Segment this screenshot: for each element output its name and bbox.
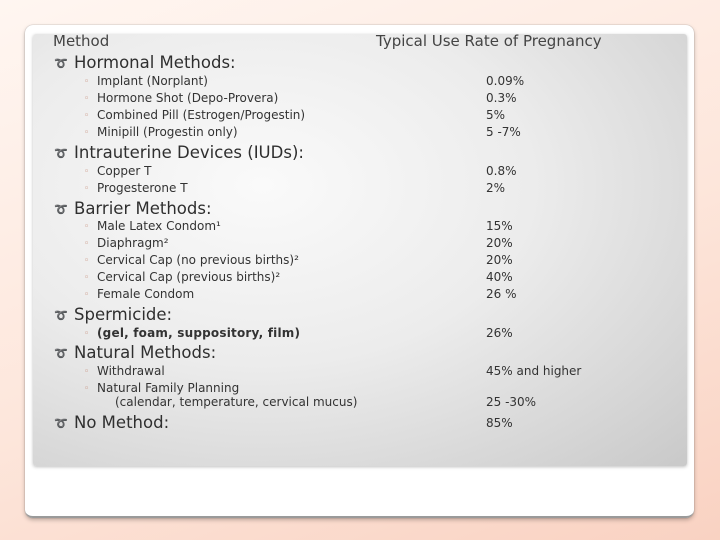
bullet-icon: ◦	[84, 167, 90, 177]
method-name: Copper T	[97, 164, 152, 178]
method-rate: 0.8%	[486, 164, 517, 178]
section-title-barrier: Barrier Methods:	[74, 199, 212, 218]
bullet-icon: ◦	[84, 111, 90, 121]
bullet-icon: ◦	[84, 329, 90, 339]
bullet-icon: ◦	[84, 77, 90, 87]
method-name: Female Condom	[97, 287, 195, 301]
rate-column-header: Typical Use Rate of Pregnancy	[376, 32, 602, 50]
method-rate: 2%	[486, 181, 506, 195]
method-rate: 20%	[486, 236, 513, 250]
method-rate: 5 -7%	[486, 125, 521, 139]
bullet-icon: ◦	[84, 222, 90, 232]
method-rate: 45% and higher	[486, 364, 582, 378]
method-rate: 85%	[486, 416, 513, 430]
method-rate: 5%	[486, 108, 506, 122]
method-name: Natural Family Planning	[97, 381, 240, 395]
method-name: Implant (Norplant)	[97, 74, 208, 88]
bullet-icon: ◦	[84, 290, 90, 300]
method-rate: 0.3%	[486, 91, 517, 105]
method-rate: 40%	[486, 270, 513, 284]
method-rate: 20%	[486, 253, 513, 267]
method-name: Hormone Shot (Depo-Provera)	[97, 91, 279, 105]
bullet-icon: ◦	[84, 256, 90, 266]
slide-footer-line	[25, 508, 694, 518]
method-rate: 15%	[486, 219, 513, 233]
section-arrow-icon: ➰	[54, 417, 68, 430]
bullet-icon: ◦	[84, 239, 90, 249]
method-name: Progesterone T	[97, 181, 188, 195]
method-name: Cervical Cap (previous births)²	[97, 270, 281, 284]
bullet-icon: ◦	[84, 184, 90, 194]
method-name: Withdrawal	[97, 364, 165, 378]
method-rate: 0.09%	[486, 74, 525, 88]
section-title-iuds: Intrauterine Devices (IUDs):	[74, 143, 304, 162]
method-rate: 26 %	[486, 287, 517, 301]
section-title-spermicide: Spermicide:	[74, 305, 173, 324]
section-arrow-icon: ➰	[54, 309, 68, 322]
bullet-icon: ◦	[84, 273, 90, 283]
section-arrow-icon: ➰	[54, 347, 68, 360]
bullet-icon: ◦	[84, 384, 90, 394]
section-title-hormonal: Hormonal Methods:	[74, 53, 236, 72]
section-arrow-icon: ➰	[54, 203, 68, 216]
method-name: Diaphragm²	[97, 236, 169, 250]
method-name: (gel, foam, suppository, film)	[97, 326, 301, 340]
section-title-no-method: No Method:	[74, 413, 170, 432]
method-rate: 26%	[486, 326, 513, 340]
method-name: Male Latex Condom¹	[97, 219, 221, 233]
bullet-icon: ◦	[84, 94, 90, 104]
method-rate: 25 -30%	[486, 395, 537, 409]
section-title-natural: Natural Methods:	[74, 343, 217, 362]
method-column-header: Method	[53, 32, 110, 50]
section-arrow-icon: ➰	[54, 57, 68, 70]
method-name: Combined Pill (Estrogen/Progestin)	[97, 108, 306, 122]
section-arrow-icon: ➰	[54, 147, 68, 160]
method-name: Minipill (Progestin only)	[97, 125, 238, 139]
bullet-icon: ◦	[84, 128, 90, 138]
method-name: Cervical Cap (no previous births)²	[97, 253, 299, 267]
bullet-icon: ◦	[84, 367, 90, 377]
method-name-detail: (calendar, temperature, cervical mucus)	[115, 395, 358, 409]
